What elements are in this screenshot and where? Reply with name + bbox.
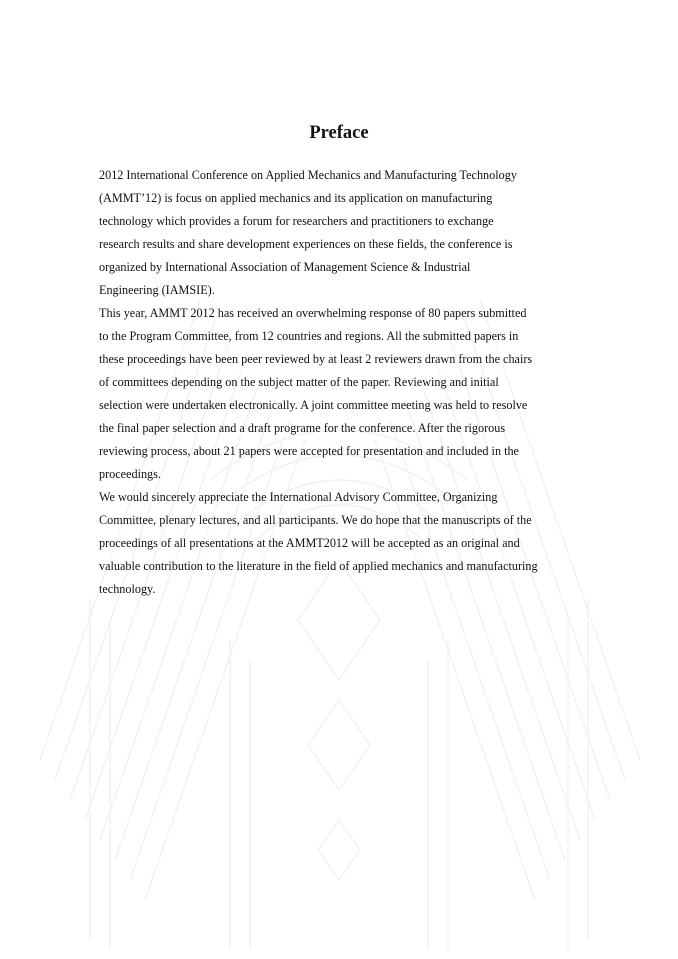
text-line: technology which provides a forum for researchers and practitioners to exchange (99, 214, 494, 228)
text-line: to the Program Committee, from 12 countries and regions. All the submitted papers in (99, 329, 519, 343)
text-line: research results and share development experiences on these fields, the conference is (99, 237, 513, 251)
text-line: reviewing process, about 21 papers were accepted for presentation and included in the (99, 444, 519, 458)
text-line: 2012 International Conference on Applied Mechanics and Manufacturing Technology (99, 168, 517, 182)
text-line: (AMMT’12) is focus on applied mechanics and its application on manufacturing (99, 191, 493, 205)
text-line: of committees depending on the subject matter of the paper. Reviewing and initial (99, 375, 499, 389)
text-line: the final paper selection and a draft programe for the conference. After the rigorous (99, 421, 506, 435)
text-line: selection were undertaken electronically. A joint committee meeting was held to resolve (99, 398, 528, 412)
text-line: This year, AMMT 2012 has received an overwhelming response of 80 papers submitted (99, 306, 527, 320)
text-line: these proceedings have been peer reviewed by at least 2 reviewers drawn from the chairs (99, 352, 533, 366)
text-line: We would sincerely appreciate the International Advisory Committee, Organizing (99, 490, 498, 504)
text-line: Engineering (IAMSIE). (99, 283, 215, 297)
page-title: Preface (309, 123, 369, 143)
preface-body (99, 164, 589, 601)
text-line: valuable contribution to the literature in the field of applied mechanics and manufacturing (99, 559, 538, 573)
text-line: technology. (99, 582, 156, 596)
text-line: proceedings. (99, 467, 161, 481)
text-line: Committee, plenary lectures, and all participants. We do hope that the manuscripts of the (99, 513, 532, 527)
text-line: proceedings of all presentations at the AMMT2012 will be accepted as an original and (99, 536, 520, 550)
text-line: organized by International Association of Management Science & Industrial (99, 260, 471, 274)
